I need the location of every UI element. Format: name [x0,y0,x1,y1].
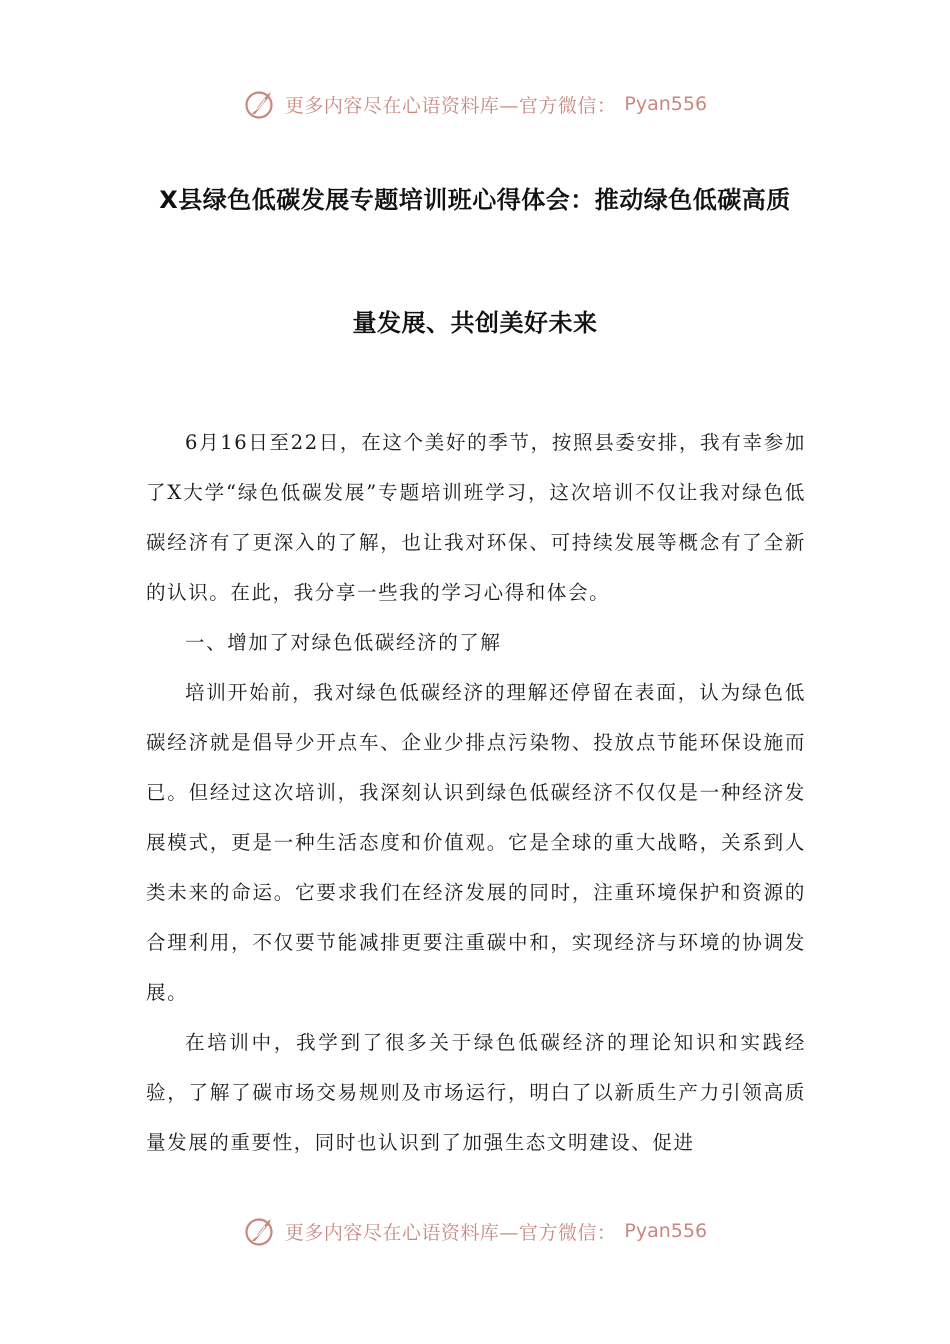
quill-pen-logo-icon [243,1214,277,1248]
watermark-text: 更多内容尽在心语资料库—官方微信： [284,1221,617,1244]
document-title-line-2: 量发展、共创美好未来 [352,309,598,337]
quill-pen-logo-icon [243,87,277,121]
paragraph: 培训开始前，我对绿色低碳经济的理解还停留在表面，认为绿色低碳经济就是倡导少开点车、企业少排点污染物、投放点节能环保设施而已。但经过这次培训，我深刻认识到绿色低碳经济不仅仅是一种经济发展模式，更是一种生活态度和价值观。它是全球的重大战略，关系到人类未来的命运。它要求我们在经济发展的同时，注重环境保护和资源的合理利用，不仅要节能减排更要注重碳中和，实现经济与环境的协调发展。 [146,681,806,1004]
section-heading: 一、增加了对绿色低碳经济的了解 [185,631,502,654]
document-title-line-1: X县绿色低碳发展专题培训班心得体会：推动绿色低碳高质 [159,186,791,214]
watermark-wechat-id: Pyan556 [624,1220,708,1242]
paragraph: 6月16日至22日，在这个美好的季节，按照县委安排，我有幸参加了X大学“绿色低碳发展”专题培训班学习，这次培训不仅让我对绿色低碳经济有了更深入的了解，也让我对环保、可持续发展等概念有了全新的认识。在此，我分享一些我的学习心得和体会。 [146,431,806,604]
watermark-footer [0,1211,950,1251]
document-body [146,418,806,1168]
watermark-header [0,84,950,124]
watermark-wechat-id: Pyan556 [624,93,708,115]
paragraph: 在培训中，我学到了很多关于绿色低碳经济的理论知识和实践经验，了解了碳市场交易规则及市场运行，明白了以新质生产力引领高质量发展的重要性，同时也认识到了加强生态文明建设、促进 [146,1031,806,1154]
watermark-text: 更多内容尽在心语资料库—官方微信： [284,94,617,117]
